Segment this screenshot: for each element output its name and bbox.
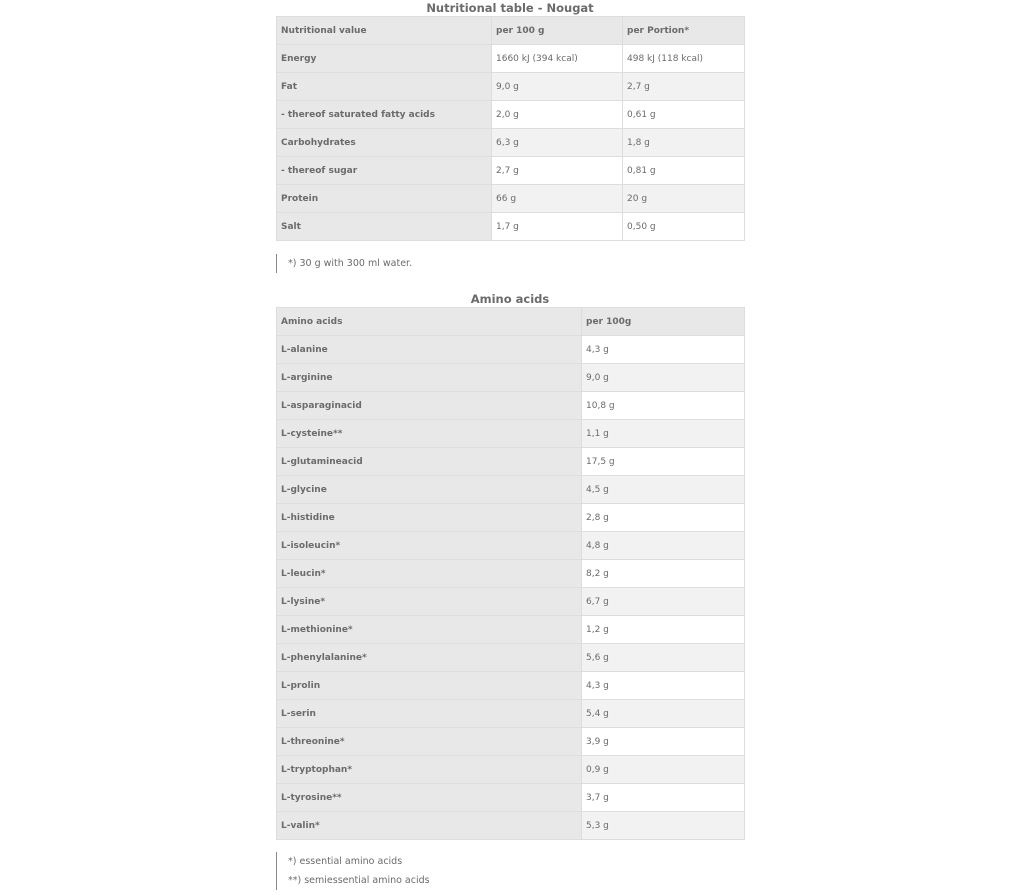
row-value: 20 g xyxy=(623,185,745,213)
row-value: 498 kJ (118 kcal) xyxy=(623,45,745,73)
row-label: L-glycine xyxy=(277,476,582,504)
row-label: Salt xyxy=(277,213,492,241)
row-value: 4,3 g xyxy=(582,336,745,364)
row-value: 2,7 g xyxy=(492,157,623,185)
column-header: per 100g xyxy=(582,308,745,336)
footnote-portion: *) 30 g with 300 ml water. xyxy=(288,258,413,269)
row-value: 5,4 g xyxy=(582,700,745,728)
table-row xyxy=(277,101,745,129)
amino-table-title: Amino acids xyxy=(470,292,550,306)
table-row xyxy=(277,73,745,101)
row-value: 5,3 g xyxy=(582,812,745,840)
table-row xyxy=(277,476,745,504)
row-value: 9,0 g xyxy=(492,73,623,101)
table-row xyxy=(277,700,745,728)
column-header: per Portion* xyxy=(623,17,745,45)
row-value: 4,5 g xyxy=(582,476,745,504)
table-row xyxy=(277,532,745,560)
amino-table xyxy=(276,307,745,840)
table-row xyxy=(277,448,745,476)
nutrition-header-row xyxy=(277,17,745,45)
row-label: L-tryptophan* xyxy=(277,756,582,784)
row-label: L-valin* xyxy=(277,812,582,840)
row-value: 9,0 g xyxy=(582,364,745,392)
row-label: Fat xyxy=(277,73,492,101)
row-value: 4,8 g xyxy=(582,532,745,560)
row-value: 5,6 g xyxy=(582,644,745,672)
table-row xyxy=(277,644,745,672)
row-label: L-glutamineacid xyxy=(277,448,582,476)
table-row xyxy=(277,588,745,616)
column-header: per 100 g xyxy=(492,17,623,45)
amino-table-body xyxy=(277,308,745,840)
table-row xyxy=(277,560,745,588)
row-value: 0,61 g xyxy=(623,101,745,129)
row-label: Energy xyxy=(277,45,492,73)
row-value: 2,8 g xyxy=(582,504,745,532)
table-row xyxy=(277,784,745,812)
row-label: L-phenylalanine* xyxy=(277,644,582,672)
column-header: Nutritional value xyxy=(277,17,492,45)
row-value: 3,9 g xyxy=(582,728,745,756)
row-label: Protein xyxy=(277,185,492,213)
table-row xyxy=(277,504,745,532)
row-value: 2,0 g xyxy=(492,101,623,129)
nutrition-table-title: Nutritional table - Nougat xyxy=(426,1,594,15)
table-row xyxy=(277,756,745,784)
table-row xyxy=(277,157,745,185)
row-value: 1660 kJ (394 kcal) xyxy=(492,45,623,73)
row-value: 0,9 g xyxy=(582,756,745,784)
table-row xyxy=(277,213,745,241)
footnote-essential: *) essential amino acids xyxy=(288,856,403,867)
row-value: 1,2 g xyxy=(582,616,745,644)
row-label: - thereof sugar xyxy=(277,157,492,185)
table-row xyxy=(277,616,745,644)
table-row xyxy=(277,129,745,157)
row-label: L-alanine xyxy=(277,336,582,364)
amino-header-row xyxy=(277,308,745,336)
row-label: L-threonine* xyxy=(277,728,582,756)
table-row xyxy=(277,185,745,213)
table-row xyxy=(277,336,745,364)
footnote-semiessential: **) semiessential amino acids xyxy=(288,875,430,886)
row-value: 1,8 g xyxy=(623,129,745,157)
row-label: L-leucin* xyxy=(277,560,582,588)
table-row xyxy=(277,672,745,700)
row-value: 6,7 g xyxy=(582,588,745,616)
row-label: Carbohydrates xyxy=(277,129,492,157)
row-value: 0,81 g xyxy=(623,157,745,185)
row-label: L-asparaginacid xyxy=(277,392,582,420)
table-row xyxy=(277,392,745,420)
nutrition-table-body xyxy=(277,17,745,241)
row-value: 6,3 g xyxy=(492,129,623,157)
amino-footnotes xyxy=(276,852,430,890)
amino-section xyxy=(276,291,744,840)
row-label: L-arginine xyxy=(277,364,582,392)
table-row xyxy=(277,728,745,756)
nutrition-table xyxy=(276,16,745,241)
row-label: L-methionine* xyxy=(277,616,582,644)
row-label: L-histidine xyxy=(277,504,582,532)
row-value: 17,5 g xyxy=(582,448,745,476)
table-row xyxy=(277,45,745,73)
row-label: L-lysine* xyxy=(277,588,582,616)
nutrition-section xyxy=(276,0,744,241)
nutrition-footnote xyxy=(276,254,412,273)
table-row xyxy=(277,812,745,840)
row-label: L-serin xyxy=(277,700,582,728)
row-label: L-prolin xyxy=(277,672,582,700)
row-label: L-cysteine** xyxy=(277,420,582,448)
row-value: 10,8 g xyxy=(582,392,745,420)
row-value: 0,50 g xyxy=(623,213,745,241)
table-row xyxy=(277,364,745,392)
table-row xyxy=(277,420,745,448)
row-value: 3,7 g xyxy=(582,784,745,812)
column-header: Amino acids xyxy=(277,308,582,336)
row-value: 1,1 g xyxy=(582,420,745,448)
row-label: - thereof saturated fatty acids xyxy=(277,101,492,129)
row-value: 1,7 g xyxy=(492,213,623,241)
row-value: 2,7 g xyxy=(623,73,745,101)
row-value: 4,3 g xyxy=(582,672,745,700)
row-value: 8,2 g xyxy=(582,560,745,588)
row-label: L-isoleucin* xyxy=(277,532,582,560)
row-value: 66 g xyxy=(492,185,623,213)
row-label: L-tyrosine** xyxy=(277,784,582,812)
